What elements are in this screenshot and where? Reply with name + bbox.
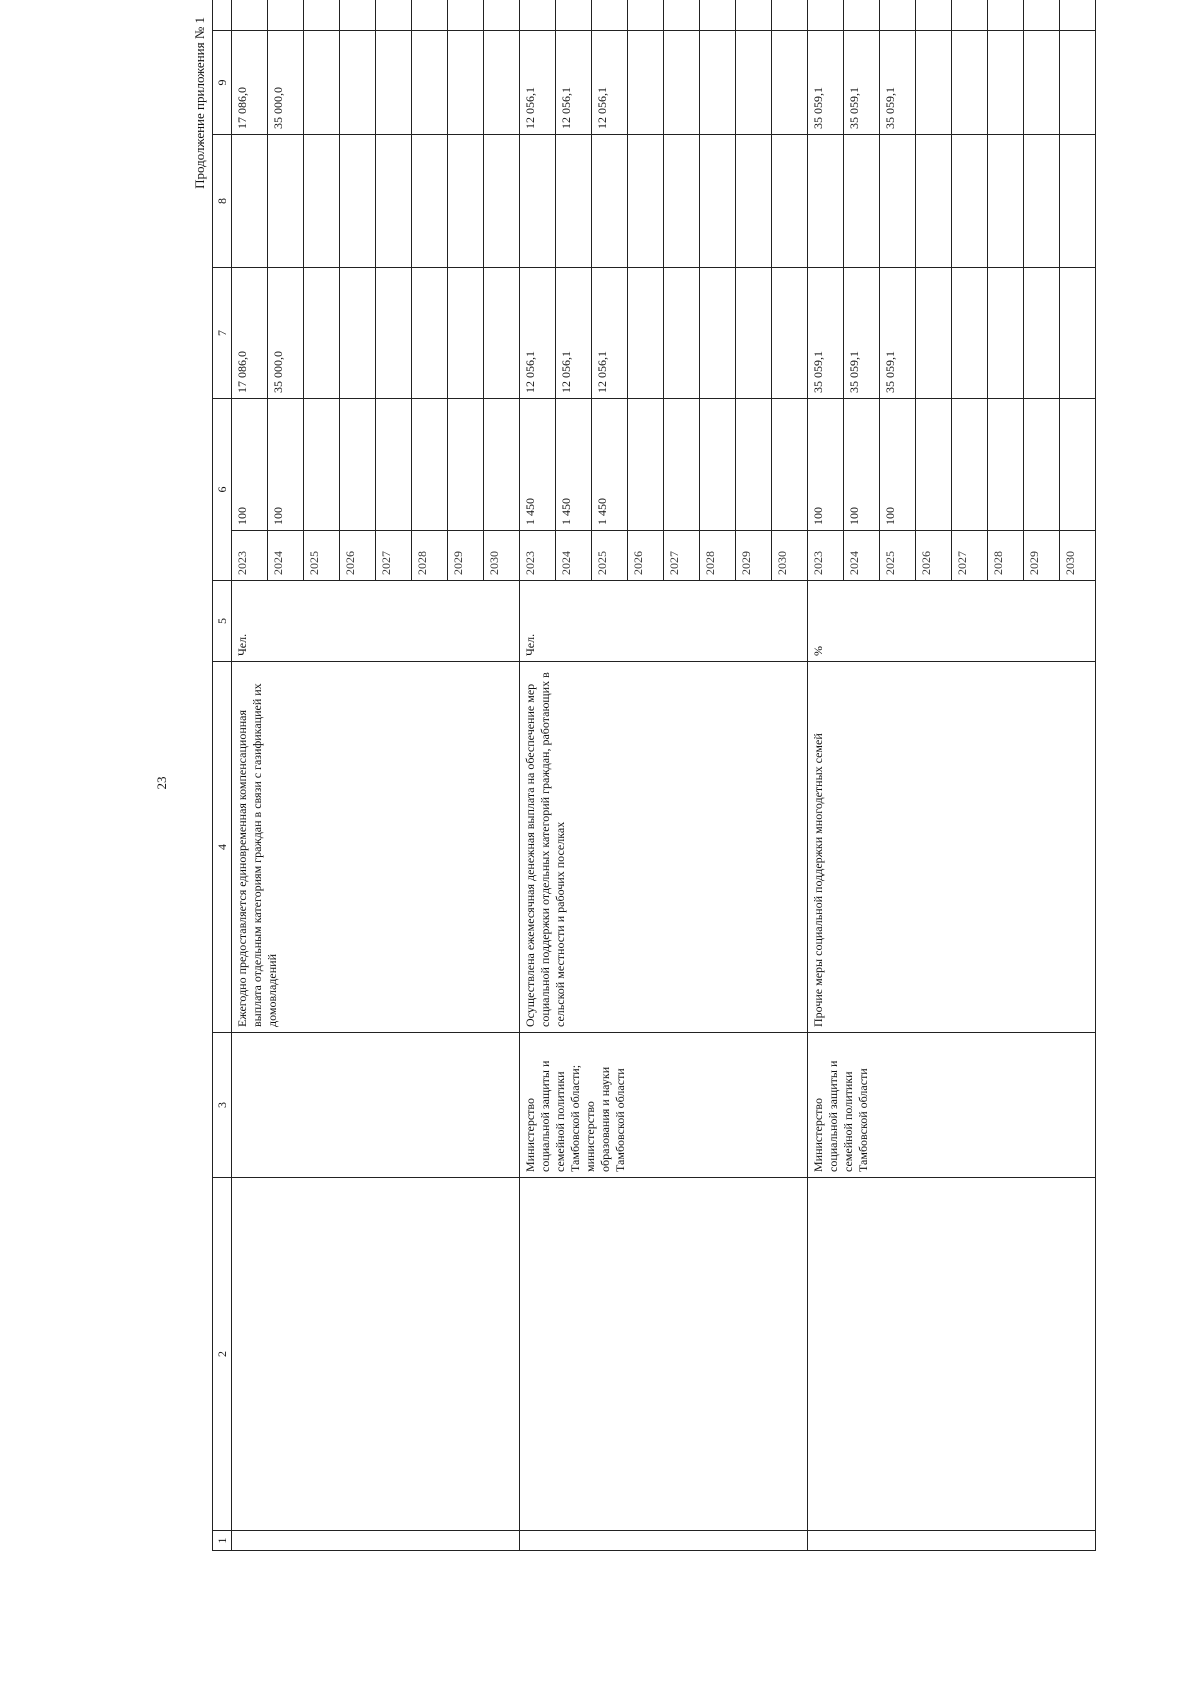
value-cell-9 bbox=[1024, 31, 1060, 135]
value-cell-7 bbox=[700, 268, 736, 399]
value-cell-7 bbox=[988, 268, 1024, 399]
year-cell: 2029 bbox=[448, 531, 484, 581]
value-cell-7: 12 056,1 bbox=[520, 268, 556, 399]
result-cell: Осуществлена ежемесячная денежная выплата на обеспечение мер социальной поддержки отдельных категорий граждан, работающих в сельской местности и рабочих поселках bbox=[520, 662, 808, 1033]
value-cell-7 bbox=[1060, 268, 1096, 399]
appendix-table bbox=[212, 0, 1096, 1551]
value-cell-10 bbox=[952, 0, 988, 31]
value-cell-7 bbox=[1024, 268, 1060, 399]
header-cell: 9 bbox=[213, 31, 232, 135]
value-cell-9 bbox=[736, 31, 772, 135]
value-cell-8 bbox=[880, 135, 916, 268]
value-cell-8 bbox=[952, 135, 988, 268]
value-cell-6 bbox=[736, 399, 772, 531]
value-cell-6 bbox=[340, 399, 376, 531]
value-cell-6: 1 450 bbox=[592, 399, 628, 531]
value-cell-6: 100 bbox=[268, 399, 304, 531]
value-cell-6 bbox=[952, 399, 988, 531]
value-cell-6 bbox=[412, 399, 448, 531]
value-cell-10 bbox=[916, 0, 952, 31]
value-cell-10 bbox=[412, 0, 448, 31]
value-cell-10 bbox=[340, 0, 376, 31]
header-cell: 7 bbox=[213, 268, 232, 399]
unit-cell: % bbox=[808, 581, 1096, 662]
value-cell-6 bbox=[1024, 399, 1060, 531]
value-cell-6: 100 bbox=[808, 399, 844, 531]
value-cell-8 bbox=[844, 135, 880, 268]
header-cell: 4 bbox=[213, 662, 232, 1033]
value-cell-9 bbox=[412, 31, 448, 135]
value-cell-8 bbox=[448, 135, 484, 268]
value-cell-9 bbox=[952, 31, 988, 135]
year-cell: 2027 bbox=[664, 531, 700, 581]
value-cell-9: 12 056,1 bbox=[556, 31, 592, 135]
value-cell-9 bbox=[484, 31, 520, 135]
value-cell-6 bbox=[988, 399, 1024, 531]
continuation-note: Продолжение приложения № 1 bbox=[192, 17, 207, 189]
value-cell-9 bbox=[1060, 31, 1096, 135]
year-cell: 2030 bbox=[484, 531, 520, 581]
value-cell-6 bbox=[448, 399, 484, 531]
value-cell-7 bbox=[412, 268, 448, 399]
rotated-page bbox=[148, 15, 1077, 1551]
table-row bbox=[808, 0, 844, 1551]
executor-cell: Министерство социальной защиты и семейной политики Тамбовской области bbox=[808, 1033, 1096, 1178]
value-cell-9: 35 059,1 bbox=[844, 31, 880, 135]
year-cell: 2030 bbox=[772, 531, 808, 581]
value-cell-6 bbox=[628, 399, 664, 531]
value-cell-10 bbox=[808, 0, 844, 31]
value-cell-8 bbox=[268, 135, 304, 268]
value-cell-9: 35 059,1 bbox=[880, 31, 916, 135]
header-cell: 1 bbox=[213, 1531, 232, 1551]
value-cell-8 bbox=[628, 135, 664, 268]
value-cell-10 bbox=[448, 0, 484, 31]
value-cell-6: 100 bbox=[232, 399, 268, 531]
value-cell-6: 1 450 bbox=[520, 399, 556, 531]
value-cell-10 bbox=[556, 0, 592, 31]
value-cell-7 bbox=[952, 268, 988, 399]
value-cell-10 bbox=[772, 0, 808, 31]
value-cell-7 bbox=[448, 268, 484, 399]
value-cell-8 bbox=[1024, 135, 1060, 268]
value-cell-8 bbox=[700, 135, 736, 268]
value-cell-8 bbox=[808, 135, 844, 268]
year-cell: 2024 bbox=[556, 531, 592, 581]
value-cell-10 bbox=[880, 0, 916, 31]
header-row bbox=[213, 0, 232, 1551]
value-cell-9: 35 059,1 bbox=[808, 31, 844, 135]
value-cell-7 bbox=[916, 268, 952, 399]
year-cell: 2025 bbox=[592, 531, 628, 581]
value-cell-10 bbox=[268, 0, 304, 31]
value-cell-8 bbox=[376, 135, 412, 268]
year-cell: 2028 bbox=[412, 531, 448, 581]
value-cell-10 bbox=[988, 0, 1024, 31]
value-cell-7 bbox=[736, 268, 772, 399]
value-cell-8 bbox=[304, 135, 340, 268]
value-cell-8 bbox=[988, 135, 1024, 268]
value-cell-9 bbox=[772, 31, 808, 135]
unit-cell: Чел. bbox=[520, 581, 808, 662]
executor-cell bbox=[232, 1033, 520, 1178]
unit-cell: Чел. bbox=[232, 581, 520, 662]
value-cell-7: 17 086,0 bbox=[232, 268, 268, 399]
value-cell-9 bbox=[628, 31, 664, 135]
value-cell-8 bbox=[484, 135, 520, 268]
year-cell: 2028 bbox=[700, 531, 736, 581]
value-cell-9: 12 056,1 bbox=[592, 31, 628, 135]
value-cell-8 bbox=[556, 135, 592, 268]
header-cell: 5 bbox=[213, 581, 232, 662]
value-cell-9 bbox=[988, 31, 1024, 135]
value-cell-10 bbox=[304, 0, 340, 31]
year-cell: 2029 bbox=[1024, 531, 1060, 581]
col1-cell bbox=[232, 1531, 520, 1551]
year-cell: 2025 bbox=[880, 531, 916, 581]
value-cell-8 bbox=[736, 135, 772, 268]
value-cell-10 bbox=[232, 0, 268, 31]
value-cell-7: 35 059,1 bbox=[808, 268, 844, 399]
value-cell-6: 100 bbox=[880, 399, 916, 531]
value-cell-6 bbox=[304, 399, 340, 531]
value-cell-8 bbox=[772, 135, 808, 268]
year-cell: 2024 bbox=[268, 531, 304, 581]
page-number: 23 bbox=[154, 776, 169, 790]
value-cell-7 bbox=[376, 268, 412, 399]
value-cell-7: 12 056,1 bbox=[592, 268, 628, 399]
value-cell-8 bbox=[520, 135, 556, 268]
value-cell-8 bbox=[412, 135, 448, 268]
value-cell-8 bbox=[232, 135, 268, 268]
header-cell: 2 bbox=[213, 1178, 232, 1531]
year-cell: 2026 bbox=[628, 531, 664, 581]
value-cell-6 bbox=[772, 399, 808, 531]
col2-cell bbox=[232, 1178, 520, 1531]
value-cell-8 bbox=[916, 135, 952, 268]
year-cell: 2023 bbox=[808, 531, 844, 581]
value-cell-9: 35 000,0 bbox=[268, 31, 304, 135]
value-cell-6 bbox=[664, 399, 700, 531]
year-cell: 2023 bbox=[520, 531, 556, 581]
result-cell: Прочие меры социальной поддержки многодетных семей bbox=[808, 662, 1096, 1033]
value-cell-10 bbox=[664, 0, 700, 31]
value-cell-6 bbox=[916, 399, 952, 531]
value-cell-10 bbox=[484, 0, 520, 31]
table-row bbox=[520, 0, 556, 1551]
year-cell: 2023 bbox=[232, 531, 268, 581]
col1-cell bbox=[520, 1531, 808, 1551]
value-cell-9: 17 086,0 bbox=[232, 31, 268, 135]
value-cell-10 bbox=[1024, 0, 1060, 31]
value-cell-9 bbox=[700, 31, 736, 135]
value-cell-9 bbox=[664, 31, 700, 135]
value-cell-9 bbox=[916, 31, 952, 135]
year-cell: 2029 bbox=[736, 531, 772, 581]
value-cell-9 bbox=[340, 31, 376, 135]
value-cell-10 bbox=[736, 0, 772, 31]
value-cell-9 bbox=[376, 31, 412, 135]
value-cell-9 bbox=[448, 31, 484, 135]
value-cell-8 bbox=[340, 135, 376, 268]
value-cell-6 bbox=[484, 399, 520, 531]
value-cell-9 bbox=[304, 31, 340, 135]
value-cell-6 bbox=[700, 399, 736, 531]
executor-cell: Министерство социальной защиты и семейной политики Тамбовской области; министерство образования и науки Тамбовской области bbox=[520, 1033, 808, 1178]
value-cell-7 bbox=[772, 268, 808, 399]
year-cell: 2027 bbox=[376, 531, 412, 581]
value-cell-6: 100 bbox=[844, 399, 880, 531]
table-body bbox=[232, 0, 1096, 1551]
value-cell-9: 12 056,1 bbox=[520, 31, 556, 135]
value-cell-6 bbox=[376, 399, 412, 531]
col1-cell bbox=[808, 1531, 1096, 1551]
value-cell-10 bbox=[1060, 0, 1096, 31]
value-cell-7 bbox=[664, 268, 700, 399]
header-cell: 6 bbox=[213, 399, 232, 581]
value-cell-10 bbox=[376, 0, 412, 31]
value-cell-8 bbox=[1060, 135, 1096, 268]
value-cell-6: 1 450 bbox=[556, 399, 592, 531]
value-cell-7: 35 059,1 bbox=[844, 268, 880, 399]
value-cell-10 bbox=[520, 0, 556, 31]
value-cell-7 bbox=[340, 268, 376, 399]
year-cell: 2028 bbox=[988, 531, 1024, 581]
value-cell-7 bbox=[484, 268, 520, 399]
header-cell: 3 bbox=[213, 1033, 232, 1178]
header-cell: 8 bbox=[213, 135, 232, 268]
value-cell-6 bbox=[1060, 399, 1096, 531]
year-cell: 2026 bbox=[340, 531, 376, 581]
header-cell bbox=[213, 0, 232, 31]
value-cell-10 bbox=[700, 0, 736, 31]
col2-cell bbox=[520, 1178, 808, 1531]
value-cell-8 bbox=[592, 135, 628, 268]
year-cell: 2025 bbox=[304, 531, 340, 581]
result-cell: Ежегодно предоставляется единовременная компенсационная выплата отдельным категориям граждан в связи с газификацией их домовладений bbox=[232, 662, 520, 1033]
col2-cell bbox=[808, 1178, 1096, 1531]
value-cell-10 bbox=[628, 0, 664, 31]
table-row bbox=[232, 0, 268, 1551]
year-cell: 2026 bbox=[916, 531, 952, 581]
value-cell-7 bbox=[628, 268, 664, 399]
value-cell-10 bbox=[592, 0, 628, 31]
value-cell-7 bbox=[304, 268, 340, 399]
year-cell: 2030 bbox=[1060, 531, 1096, 581]
value-cell-7: 35 059,1 bbox=[880, 268, 916, 399]
value-cell-7: 35 000,0 bbox=[268, 268, 304, 399]
value-cell-7: 12 056,1 bbox=[556, 268, 592, 399]
value-cell-8 bbox=[664, 135, 700, 268]
value-cell-10 bbox=[844, 0, 880, 31]
year-cell: 2027 bbox=[952, 531, 988, 581]
year-cell: 2024 bbox=[844, 531, 880, 581]
